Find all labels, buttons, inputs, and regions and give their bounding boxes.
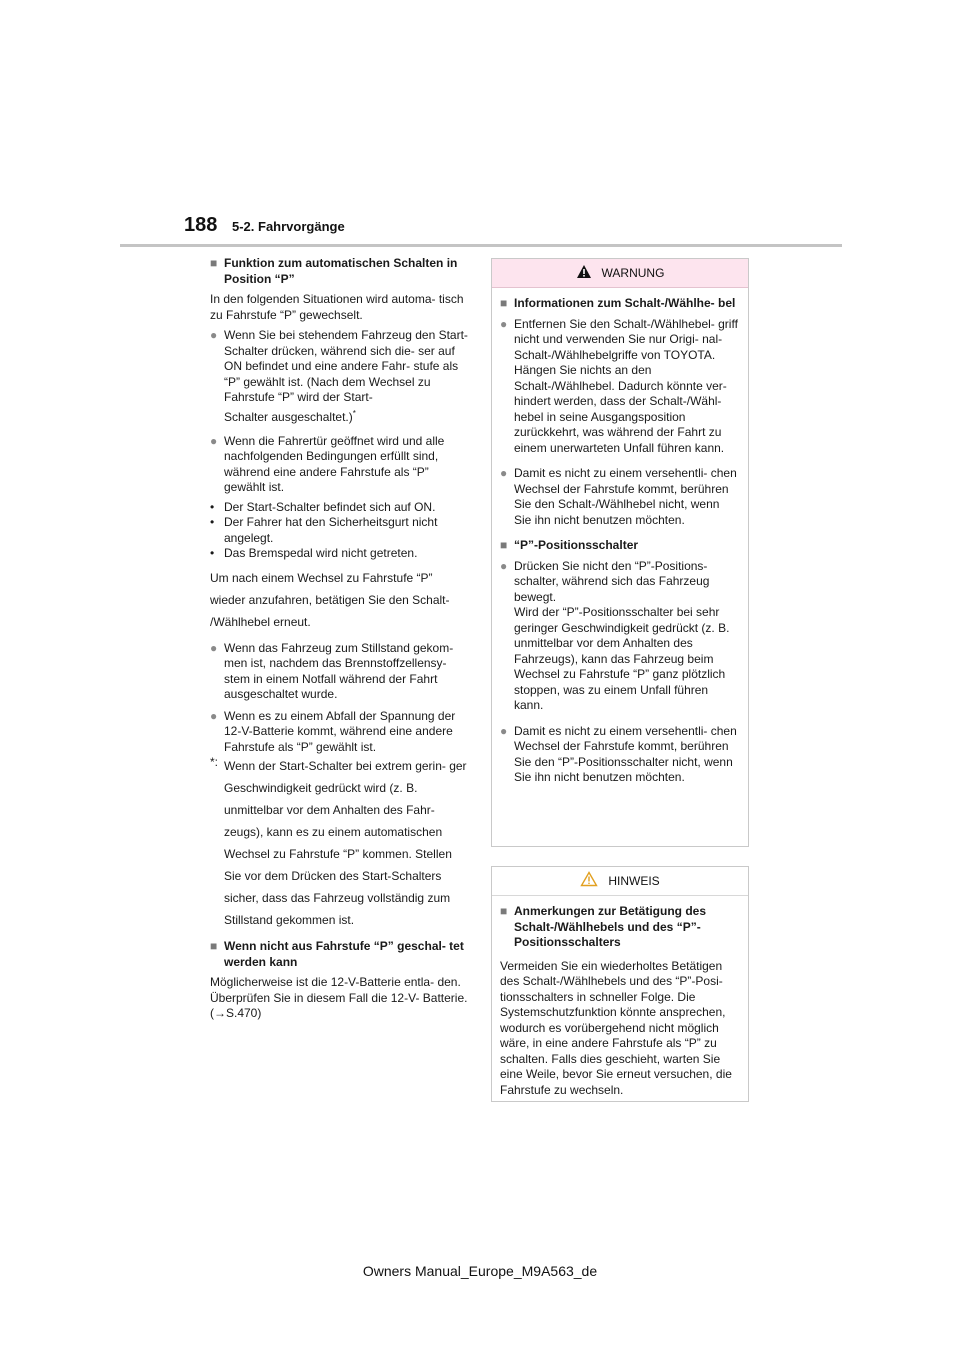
paragraph: Um nach einem Wechsel zu Fahrstufe “P” wieder anzufahren, betätigen Sie den Schalt- /Wählhebel erneut. (210, 570, 450, 629)
square-bullet-icon: ■ (210, 256, 218, 270)
square-bullet-icon: ■ (500, 296, 508, 310)
square-bullet-icon: ■ (500, 904, 508, 918)
bullet-item (500, 559, 740, 714)
warning-title: WARNUNG (601, 266, 665, 280)
warning-heading (500, 296, 740, 312)
footnote-ref: * (352, 408, 356, 418)
sub-list-text: Der Fahrer hat den Sicherheitsgurt nicht angelegt. (224, 515, 438, 545)
square-bullet-icon: ■ (210, 939, 218, 953)
circle-bullet-icon: ● (210, 433, 218, 448)
bullet-text: Wenn Sie bei stehendem Fahrzeug den Start-Schalter drücken, während sich die- ser auf ON befindet und eine andere Fahr- stufe als “P” gewählt ist. (Nach dem Wechsel zu Fahrstufe “P” wird der Start- (224, 328, 468, 404)
bullet-text: Damit es nicht zu einem versehentli- chen Wechsel der Fahrstufe kommt, berühren Sie den Schalt-/Wählhebel nicht, wenn Sie ihn nicht benutzen möchten. (514, 466, 737, 527)
warning-box (491, 258, 749, 847)
circle-bullet-icon: ● (500, 316, 508, 331)
heading-text: Wenn nicht aus Fahrstufe “P” geschal- tet werden kann (224, 939, 464, 969)
bullet-text-continued: Wird der “P”-Positionsschalter bei sehr geringer Geschwindigkeit gedrückt (z. B. unmittelbar vor dem Anhalten des Fahrzeugs), kann das Fahrzeug beim Wechsel zu Fahrstufe “P” ganz plötzlich stoppen, was zu einem Unfall führen kann. (514, 605, 730, 712)
sub-list-text: Der Start-Schalter befindet sich auf ON. (224, 499, 436, 514)
bullet-text: Damit es nicht zu einem versehentli- chen Wechsel der Fahrstufe kommt, berühren Sie den “P”-Positionsschalter nicht, wenn Sie ihn nicht benutzen möchten. (514, 723, 737, 784)
circle-bullet-icon: ● (210, 708, 218, 723)
sub-list-item: • Der Fahrer hat den Sicherheitsgurt nicht angelegt. (210, 515, 468, 546)
square-bullet-icon: ■ (500, 538, 508, 552)
sub-list-text: Das Bremspedal wird nicht getreten. (224, 546, 418, 560)
note-paragraph: Vermeiden Sie ein wiederholtes Betätigen des Schalt-/Wählhebels und des “P”-Posi- tionsschalters in schneller Folge. Die Systemschutzfunktion könnte ansprechen, wodurch es vorübergehend nicht möglich wäre, in eine andere Fahrstufe als “P” zu schalten. Falls dies geschieht, warten Sie eine Weile, bevor Sie erneut versuchen, die Fahrstufe zu wechseln. (500, 958, 732, 1097)
circle-bullet-icon: ● (210, 328, 218, 342)
section-title: 5-2. Fahrvorgänge (232, 219, 345, 234)
bullet-text: Wenn das Fahrzeug zum Stillstand gekom- men ist, nachdem das Brennstoffzellensy- stem in einem Notfall während der Fahrt ausgeschaltet wurde. (224, 640, 454, 701)
bullet-item (500, 466, 740, 528)
caution-triangle-icon (580, 871, 598, 891)
bullet-text: Wenn die Fahrertür geöffnet wird und alle nachfolgenden Bedingungen erfüllt sind, während eine andere Fahrstufe als “P” gewählt ist. (224, 433, 445, 494)
paragraph: Möglicherweise ist die 12-V-Batterie entla- den. Überprüfen Sie in diesem Fall die 12-V- Batterie. (→S.470) (210, 975, 468, 1020)
circle-bullet-icon: ● (210, 640, 218, 655)
footnote-text: Wenn der Start-Schalter bei extrem gerin- ger Geschwindigkeit gedrückt wird (z. B. unmittelbar vor dem Anhalten des Fahr- zeugs), kann es zu einem automatischen Wechsel zu Fahrstufe “P” kommen. Stellen Sie vor dem Drücken des Start-Schalters sicher, dass das Fahrzeug vollständig zum Stillstand gekommen ist. (224, 759, 467, 927)
warning-heading (500, 538, 740, 554)
bullet-text: Entfernen Sie den Schalt-/Wählhebel- griff nicht und verwenden Sie nur Origi- nal-Schalt-/Wählhebelgriffe von TOYOTA. Hängen Sie nichts an den Schalt-/Wählhebel. Dadurch könnte ver- hindert werden, dass der Schalt-/Wähl- hebel in seine Ausgangsposition zurückkehrt, was während der Fahrt zu einem unerwarteten Unfall führen kann. (514, 316, 738, 455)
heading-text: Informationen zum Schalt-/Wählhe- bel (514, 296, 736, 310)
bullet-text: Wenn es zu einem Abfall der Spannung der 12-V-Batterie kommt, während eine andere Fahrstufe als “P” gewählt ist. (224, 708, 456, 754)
sub-list-item: • Der Start-Schalter befindet sich auf ON. (210, 499, 436, 514)
note-heading (500, 904, 740, 951)
footnote-mark: *: (210, 755, 219, 769)
heading-text: Funktion zum automatischen Schalten in Position “P” (224, 256, 458, 286)
warning-triangle-icon (576, 264, 592, 283)
bullet-item (210, 434, 468, 496)
note-header (492, 867, 748, 896)
circle-bullet-icon: ● (500, 466, 508, 480)
bullet-item (500, 317, 740, 457)
footer-text: Owners Manual_Europe_M9A563_de (362, 1263, 598, 1279)
heading-text: Anmerkungen zur Betätigung des Schalt-/Wählhebels und des “P”- Positionsschalters (514, 904, 707, 949)
note-body (492, 896, 748, 1098)
note-title: HINWEIS (608, 874, 660, 888)
footnote (210, 755, 468, 931)
heading-text: “P”-Positionsschalter (514, 538, 639, 552)
paragraph: In den folgenden Situationen wird automa- tisch zu Fahrstufe “P” gewechselt. (210, 292, 464, 322)
sub-list (210, 500, 468, 562)
sub-list-item: • Das Bremspedal wird nicht getreten. (210, 546, 418, 560)
bullet-item (210, 641, 468, 703)
bullet-item (500, 724, 740, 786)
section-heading (210, 256, 468, 287)
bullet-text: Drücken Sie nicht den “P”-Positions- schalter, während sich das Fahrzeug bewegt. (514, 558, 710, 604)
header-divider (120, 244, 842, 247)
warning-body (492, 288, 748, 786)
section-heading (210, 939, 468, 970)
note-box (491, 866, 749, 1102)
circle-bullet-icon: ● (500, 723, 508, 738)
bullet-item (210, 709, 468, 756)
bullet-item (210, 328, 468, 428)
circle-bullet-icon: ● (500, 558, 508, 573)
main-column (210, 256, 468, 1027)
warning-header (492, 259, 748, 288)
bullet-text-tail: Schalter ausgeschaltet.) (224, 409, 353, 424)
page-number: 188 (184, 214, 218, 236)
